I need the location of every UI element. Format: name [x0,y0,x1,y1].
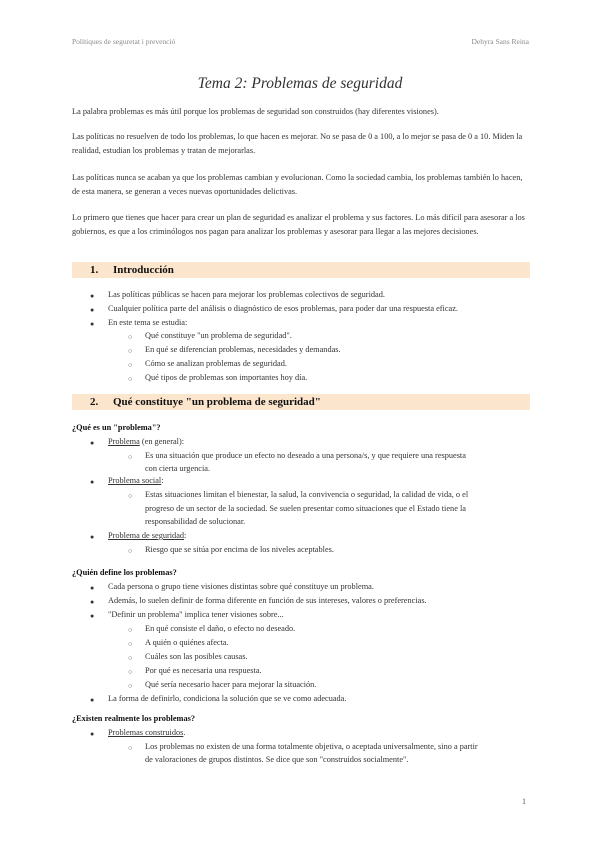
circle-bullet-icon: ○ [128,347,133,355]
list-item: Problema (en general): [108,437,185,446]
intro-paragraph: La palabra problemas es más útil porque los problemas de seguridad son construidos (hay diferentes visiones). [72,107,439,116]
circle-bullet-icon: ○ [128,492,133,500]
section-number: 2. [90,396,99,408]
bullet-icon: ● [90,533,95,541]
circle-bullet-icon: ○ [128,668,133,676]
circle-bullet-icon: ○ [128,626,133,634]
section-title: Introducción [113,264,174,276]
sub-list-item: progreso de un sector de la sociedad. Se suelen presentar como situaciones que el Estado tiene la [145,504,466,513]
list-item: Problema social: [108,476,164,485]
term: Problema social [108,476,162,485]
list-item: "Definir un problema" implica tener visiones sobre... [108,610,284,619]
list-item: Problemas construidos. [108,728,186,737]
bullet-icon: ● [90,612,95,620]
bullet-icon: ● [90,478,95,486]
circle-bullet-icon: ○ [128,333,133,341]
circle-bullet-icon: ○ [128,361,133,369]
sub-list-item: A quién o quiénes afecta. [145,638,229,647]
sub-list-item: Los problemas no existen de una forma totalmente objetiva, o aceptada universalmente, sino a partir [145,742,478,751]
sub-list-item: Por qué es necesaria una respuesta. [145,666,262,675]
sub-list-item: En qué consiste el daño, o efecto no deseado. [145,624,296,633]
subheading-existen-problemas: ¿Existen realmente los problemas? [72,714,195,723]
sub-list-item: En qué se diferencian problemas, necesidades y demandas. [145,345,341,354]
circle-bullet-icon: ○ [128,375,133,383]
bullet-icon: ● [90,584,95,592]
list-item: Cada persona o grupo tiene visiones distintas sobre qué constituye un problema. [108,582,374,591]
section-number: 1. [90,264,99,276]
term: Problema de seguridad [108,531,185,540]
term: Problema [108,437,140,446]
bullet-icon: ● [90,730,95,738]
sub-list-item: Qué constituye "un problema de seguridad". [145,331,292,340]
sub-list-item: Cuáles son las posibles causas. [145,652,248,661]
bullet-icon: ● [90,292,95,300]
sub-list-item: Es una situación que produce un efecto no deseado a una persona/s, y que requiere una respuesta [145,451,466,460]
page-title: Tema 2: Problemas de seguridad [197,75,403,92]
circle-bullet-icon: ○ [128,640,133,648]
sub-list-item: Estas situaciones limitan el bienestar, la salud, la convivencia o seguridad, la calidad de vida, o el [145,490,469,499]
bullet-icon: ● [90,598,95,606]
list-item: La forma de definirlo, condiciona la solución que se ve como adecuada. [108,694,347,703]
page-number: 1 [522,797,526,806]
sub-list-item: Qué tipos de problemas son importantes hoy día. [145,373,308,382]
circle-bullet-icon: ○ [128,547,133,555]
intro-paragraph: Las políticas nunca se acaban ya que los problemas cambian y evolucionan. Como la sociedad cambia, los problemas también lo hacen, de esta manera, se generan a veces nuevas oportunidades delictivas. [72,173,523,196]
bullet-icon: ● [90,320,95,328]
bullet-icon: ● [90,306,95,314]
circle-bullet-icon: ○ [128,453,133,461]
intro-paragraph: Lo primero que tienes que hacer para crear un plan de seguridad es analizar el problema y sus factores. Lo más difícil para asesorar a los gobiernos, es que a los criminólogos nos pagan para analizar los problemas y asesorar para llegar a las mejores decisiones. [72,213,525,236]
circle-bullet-icon: ○ [128,654,133,662]
bullet-icon: ● [90,696,95,704]
sub-list-item: responsabilidad de solucionar. [145,517,246,526]
list-item: Las políticas públicas se hacen para mejorar los problemas colectivos de seguridad. [108,290,385,299]
header-course: Polítiques de seguretat i prevenció [72,37,176,46]
circle-bullet-icon: ○ [128,682,133,690]
sub-list-item: Riesgo que se sitúa por encima de los niveles aceptables. [145,545,334,554]
list-item: Problema de seguridad: [108,531,187,540]
subheading-que-es-problema: ¿Qué es un "problema"? [72,423,161,432]
intro-paragraph: Las políticas no resuelven de todo los problemas, lo que hacen es mejorar. No se pasa de 0 a 100, a lo mejor se pasa de 0 a 10. Miden la realidad, estudian los problemas y tratan de mejorarlas. [72,132,523,155]
list-item: Además, lo suelen definir de forma diferente en función de sus intereses, valores o preferencias. [108,596,427,605]
section-heading-introduccion [72,262,530,278]
header-author: Dehyra Sans Reina [471,37,529,46]
section-heading-problema-seguridad [72,394,530,410]
term: Problemas construidos [108,728,184,737]
bullet-icon: ● [90,439,95,447]
list-item: En este tema se estudia: [108,318,188,327]
circle-bullet-icon: ○ [128,744,133,752]
sub-list-item: Qué sería necesario hacer para mejorar la situación. [145,680,317,689]
list-item: Cualquier política parte del análisis o diagnóstico de esos problemas, para poder dar una respuesta eficaz. [108,304,458,313]
sub-list-item: de valoraciones de grupos distintos. Se dice que son "construidos socialmente". [145,755,409,764]
subheading-quien-define: ¿Quién define los problemas? [72,568,177,577]
sub-list-item: con cierta urgencia. [145,464,211,473]
section-title: Qué constituye "un problema de seguridad" [113,396,321,408]
sub-list-item: Cómo se analizan problemas de seguridad. [145,359,287,368]
